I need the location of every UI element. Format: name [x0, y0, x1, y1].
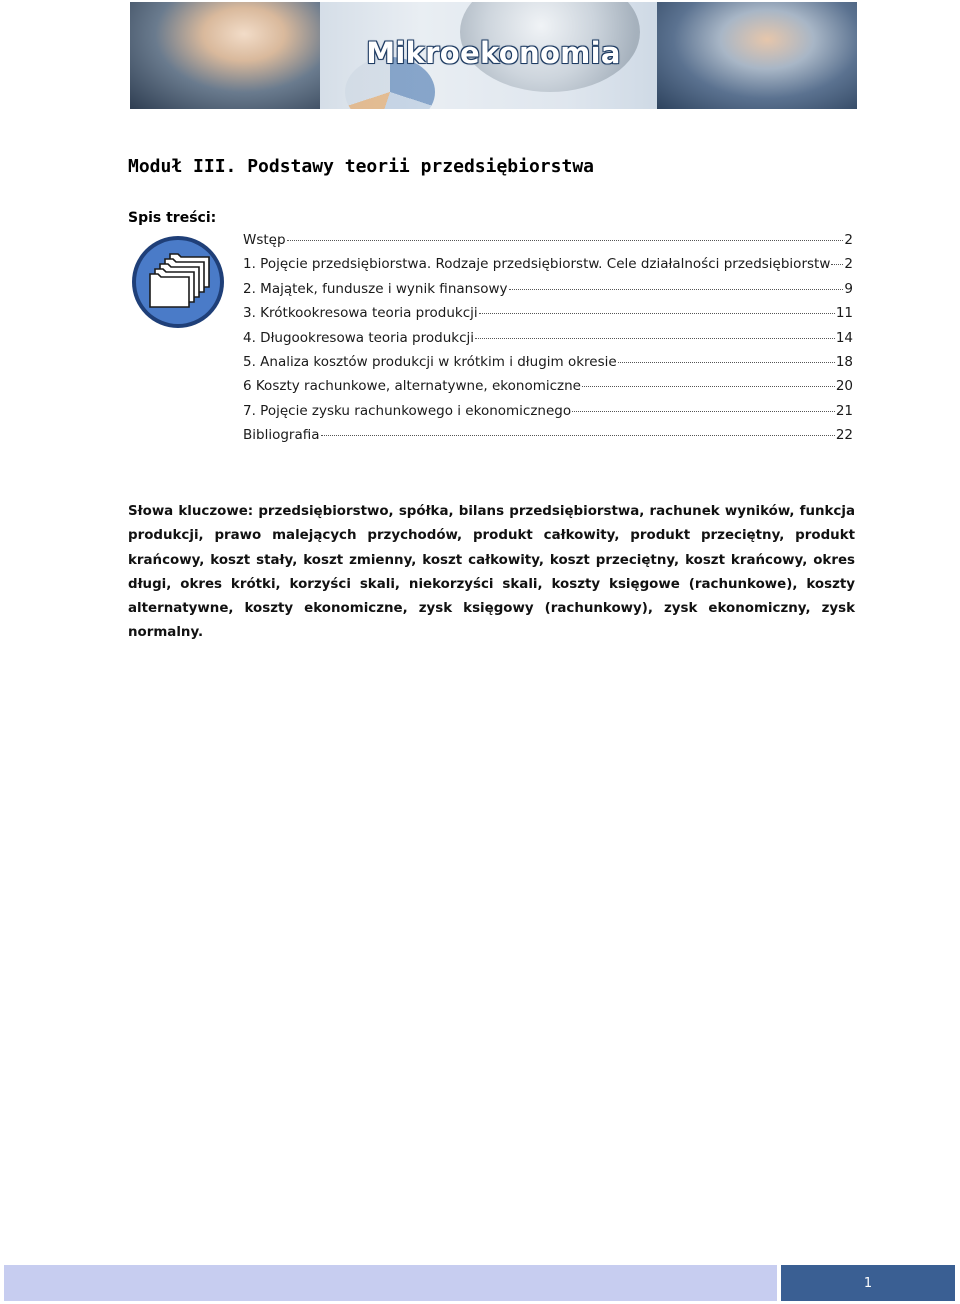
toc-item[interactable]	[243, 305, 853, 329]
toc-leader-dots	[582, 386, 835, 387]
header-banner	[130, 2, 857, 109]
toc-heading: Spis treści:	[128, 210, 217, 226]
toc-item-page: 22	[835, 427, 853, 444]
toc-item-page: 2	[844, 256, 853, 273]
toc-leader-dots	[509, 289, 844, 290]
toc-leader-dots	[287, 240, 844, 241]
toc-item[interactable]	[243, 378, 853, 402]
toc-item-page: 20	[835, 378, 853, 395]
keywords-paragraph: Słowa kluczowe: przedsiębiorstwo, spółka, bilans przedsiębiorstwa, rachunek wyników, funkcja produkcji, prawo malejących przychodów, produkt całkowity, produkt przeciętny, produkt krańcowy, koszt stały, koszt zmienny, koszt całkowity, koszt przeciętny, koszt krańcowy, okres długi, okres krótki, korzyści skali, niekorzyści skali, koszty księgowe (rachunkowe), koszty alternatywne, koszty ekonomiczne, zysk księgowy (rachunkowy), zysk ekonomiczny, zysk normalny.	[128, 504, 855, 641]
toc-item-label: Bibliografia	[243, 427, 320, 444]
toc-item-page: 14	[835, 329, 853, 346]
banner-title: Mikroekonomia	[366, 36, 621, 70]
toc-item[interactable]	[243, 403, 853, 427]
toc-item[interactable]	[243, 256, 853, 280]
toc-leader-dots	[321, 435, 835, 436]
toc-item[interactable]	[243, 330, 853, 354]
toc-item-label: 7. Pojęcie zysku rachunkowego i ekonomicznego	[243, 402, 572, 419]
toc-leader-dots	[479, 313, 835, 314]
toc-item[interactable]	[243, 427, 853, 451]
toc-item-label: 3. Krótkookresowa teoria produkcji	[243, 305, 478, 322]
page-number: 1	[863, 1275, 873, 1291]
toc-item-page: 9	[844, 280, 853, 297]
toc-item-label: Wstęp	[243, 232, 286, 248]
toc-leader-dots	[475, 338, 835, 339]
toc-item[interactable]	[243, 232, 853, 256]
toc-leader-dots	[618, 362, 835, 363]
footer-bar	[4, 1265, 777, 1301]
toc-leader-dots	[572, 411, 835, 412]
toc-item-label: 2. Majątek, fundusze i wynik finansowy	[243, 280, 508, 297]
folders-icon	[130, 234, 226, 330]
toc-item-page: 11	[835, 305, 853, 322]
toc-item-label: 5. Analiza kosztów produkcji w krótkim i długim okresie	[243, 353, 617, 370]
toc-item-label: 1. Pojęcie przedsiębiorstwa. Rodzaje przedsiębiorstw. Cele działalności przedsiębiorstw	[243, 256, 831, 273]
toc-item-page: 18	[835, 353, 853, 370]
toc-item[interactable]	[243, 281, 853, 305]
toc-item-page: 2	[844, 232, 853, 248]
toc-leader-dots	[831, 264, 843, 265]
footer-page-number-box	[781, 1265, 955, 1301]
toc-item-page: 21	[835, 402, 853, 419]
toc-item-label: 6 Koszty rachunkowe, alternatywne, ekonomiczne	[243, 378, 581, 395]
toc-list	[243, 232, 853, 452]
toc-item[interactable]	[243, 354, 853, 378]
toc-item-label: 4. Długookresowa teoria produkcji	[243, 329, 474, 346]
module-title: Moduł III. Podstawy teorii przedsiębiorstwa	[128, 156, 594, 177]
